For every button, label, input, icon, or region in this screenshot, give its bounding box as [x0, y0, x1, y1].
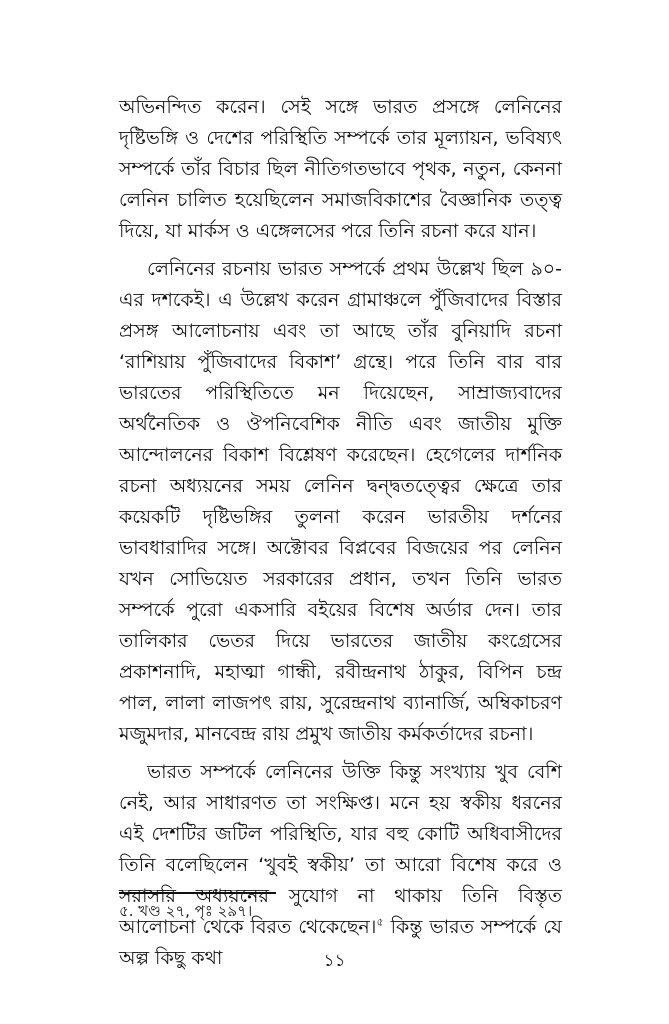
footnote-divider [119, 892, 276, 894]
paragraph-3 [119, 757, 562, 974]
paragraph-1: অভিনন্দিত করেন। সেই সঙ্গে ভারত প্রসঙ্গে লেনিনের দৃষ্টিভঙ্গি ও দেশের পরিস্থিতি সম্পর্কে তার মূল্যায়ন, ভবিষ্যৎ সম্পর্কে তাঁর বিচার ছিল নীতিগতভাবে পৃথক, নতুন, কেননা লেনিন চালিত হয়েছিলেন সমাজবিকাশের বৈজ্ঞানিক তত্ত্ব দিয়ে, যা মার্কস ও এঙ্গেলসের পরে তিনি রচনা করে যান। [119, 96, 562, 242]
page-number: ১১ [323, 951, 346, 971]
paragraph-3-text: ভারত সম্পর্কে লেনিনের উক্তি কিন্তু সংখ্যায় খুব বেশি নেই, আর সাধারণত তা সংক্ষিপ্ত। মনে হয় স্বকীয় ধরনের এই দেশটির জটিল পরিস্থিতি, যার বহু কোটি অধিবাসীদের তিনি বলেছিলেন ‘খুবই স্বকীয়’ তা আরো বিশেষ করে ও সরাসরি অধ্যয়নের সুযোগ না থাকায় তিনি বিস্তৃত আলোচনা থেকে বিরত থেকেছেন। [119, 761, 562, 938]
footnote-marker: ৫ [376, 915, 384, 929]
body-text [119, 92, 562, 974]
paragraph-3-continuation: কিন্তু ভারত সম্পর্কে যে অল্প কিছু কথা [119, 916, 562, 969]
paragraph-2: লেনিনের রচনায় ভারত সম্পর্কে প্রথম উল্লেখ ছিল ৯০-এর দশকেই। এ উল্লেখ করেন গ্রামাঞ্চলে পুঁজিবাদের বিস্তার প্রসঙ্গ আলোচনায় এবং তা আছে তাঁর বুনিয়াদি রচনা ‘রাশিয়ায় পুঁজিবাদের বিকাশ’ গ্রন্থে। পরে তিনি বার বার ভারতের পরিস্থিতিতে মন দিয়েছেন, সাম্রাজ্যবাদের অর্থনৈতিক ও ঔপনিবেশিক নীতি এবং জাতীয় মুক্তি আন্দোলনের বিকাশ বিশ্লেষণ করেছেন। হেগেলের দার্শনিক রচনা অধ্যয়নের সময় লেনিন দ্বন্দ্বতত্ত্বের ক্ষেত্রে তার কয়েকটি দৃষ্টিভঙ্গির তুলনা করেন ভারতীয় দর্শনের ভাবধারাদির সঙ্গে। অক্টোবর বিপ্লবের বিজয়ের পর লেনিন যখন সোভিয়েত সরকারের প্রধান, তখন তিনি ভারত সম্পর্কে পুরো একসারি বইয়ের বিশেষ অর্ডার দেন। তার তালিকার ভেতর দিয়ে ভারতের জাতীয় কংগ্রেসের প্রকাশনাদি, মহাত্মা গান্ধী, রবীন্দ্রনাথ ঠাকুর, বিপিন চন্দ্র পাল, লালা লাজপৎ রায়, সুরেন্দ্রনাথ ব্যানার্জি, অম্বিকাচরণ মজুমদার, মানবেন্দ্র রায় প্রমুখ জাতীয় কর্মকর্তাদের রচনা। [119, 258, 562, 745]
footnote: ৫. খণ্ড ২৭, পৃঃ ২৯৭। [119, 902, 253, 920]
